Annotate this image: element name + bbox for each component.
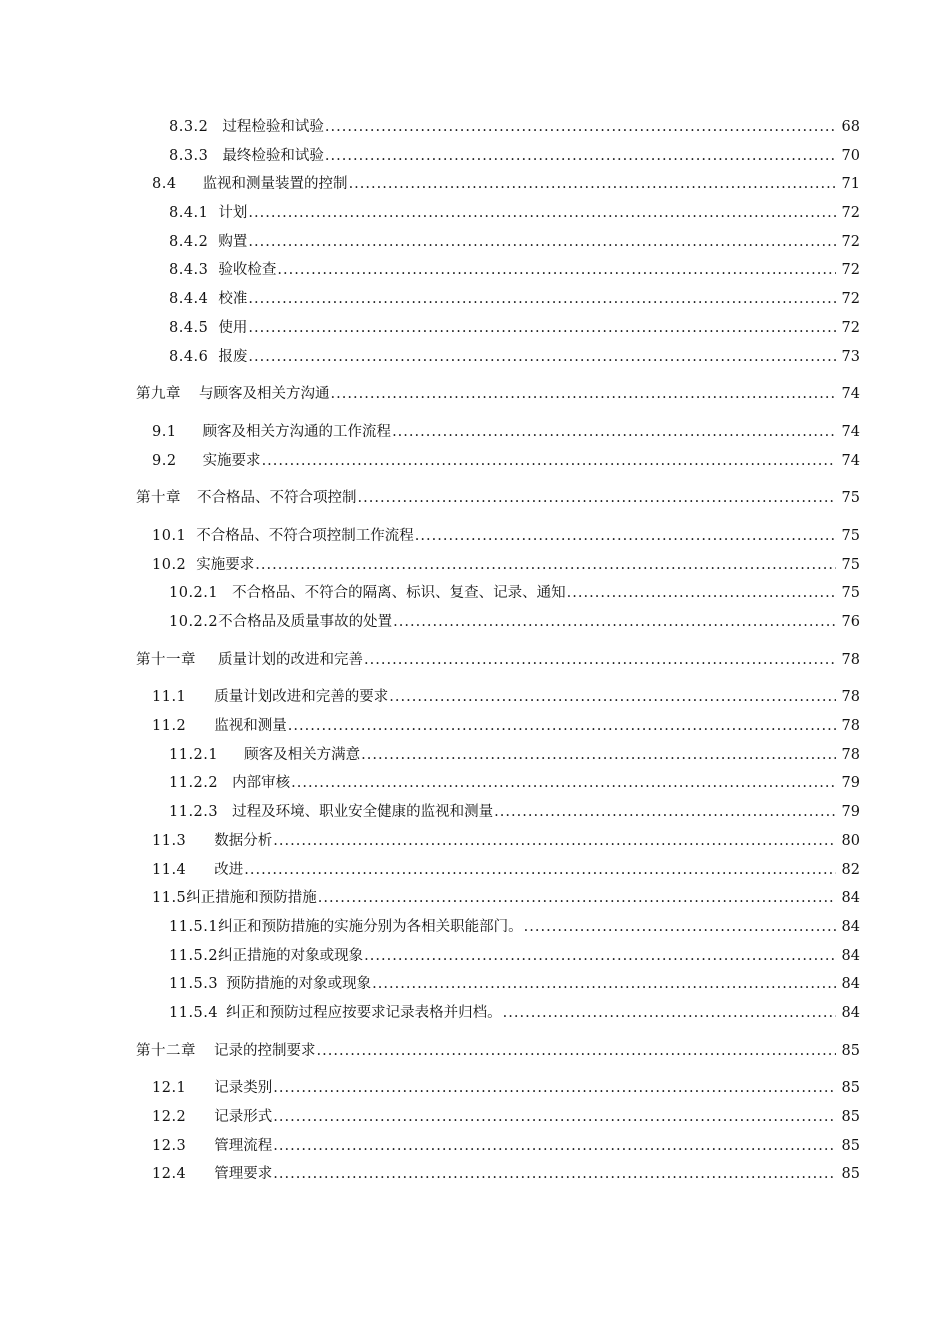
toc-entry[interactable] <box>136 1074 860 1103</box>
dot-leader <box>389 683 836 712</box>
dot-leader <box>244 856 836 885</box>
toc-entry-number: 11.2.3 <box>169 804 219 821</box>
dot-leader <box>255 551 836 580</box>
dot-leader <box>248 285 836 314</box>
dot-leader <box>277 256 836 285</box>
toc-entry[interactable] <box>136 1132 860 1161</box>
toc-entry-page-number: 78 <box>841 651 860 668</box>
toc-entry-page-number: 75 <box>841 585 860 602</box>
toc-entry-number: 11.4 <box>152 861 187 878</box>
toc-entry-title: 监视和测量 <box>214 718 287 735</box>
toc-entry[interactable] <box>136 285 860 314</box>
toc-entry-title: 不合格品、不符合的隔离、标识、复查、记录、通知 <box>232 585 566 602</box>
dot-leader <box>364 942 836 971</box>
toc-entry[interactable] <box>136 228 860 257</box>
dot-leader <box>262 447 836 476</box>
dot-leader <box>317 1037 837 1066</box>
toc-entry-number: 11.1 <box>152 689 187 706</box>
toc-entry-page-number: 75 <box>841 490 860 507</box>
toc-entry-page-number: 70 <box>841 147 860 164</box>
dot-leader <box>494 798 836 827</box>
toc-entry-title: 内部审核 <box>232 775 291 792</box>
toc-entry[interactable] <box>136 343 860 372</box>
toc-entry[interactable] <box>136 827 860 856</box>
toc-entry-number: 第九章 <box>136 386 181 403</box>
dot-leader <box>393 608 836 637</box>
toc-entry-title: 购置 <box>218 233 248 250</box>
toc-entry-number: 8.3.3 <box>169 147 209 164</box>
toc-entry-page-number: 85 <box>841 1042 860 1059</box>
toc-entry-page-number: 74 <box>841 423 860 440</box>
toc-entry-page-number: 72 <box>841 233 860 250</box>
toc-entry-title: 实施要求 <box>202 452 261 469</box>
toc-entry-page-number: 68 <box>841 119 860 135</box>
toc-chapter-entry[interactable] <box>136 484 860 513</box>
dot-leader <box>248 199 836 228</box>
toc-entry-title: 记录类别 <box>214 1080 273 1097</box>
toc-entry-title: 报废 <box>218 348 248 365</box>
toc-entry-title: 改进 <box>214 861 244 878</box>
dot-leader <box>325 113 836 142</box>
toc-entry-page-number: 85 <box>841 1109 860 1125</box>
dot-leader <box>248 228 836 257</box>
toc-entry-title: 管理流程 <box>214 1137 273 1154</box>
toc-entry-number: 8.4 <box>152 176 177 193</box>
toc-entry-number: 10.2 <box>152 556 187 573</box>
toc-entry-number: 8.4.5 <box>169 319 209 336</box>
dot-leader <box>325 142 836 171</box>
toc-entry-number: 8.4.3 <box>169 262 209 279</box>
toc-entry[interactable] <box>136 418 860 447</box>
toc-entry-title: 记录的控制要求 <box>214 1042 316 1059</box>
dot-leader <box>358 484 837 513</box>
toc-chapter-entry[interactable] <box>136 1037 860 1066</box>
dot-leader <box>415 522 836 551</box>
toc-entry-page-number: 72 <box>841 205 860 222</box>
dot-leader <box>349 170 836 199</box>
toc-entry-title: 管理要求 <box>214 1166 273 1183</box>
toc-entry-number: 11.5.2 <box>169 947 219 964</box>
toc-entry-page-number: 76 <box>841 614 860 630</box>
toc-entry[interactable] <box>136 522 860 551</box>
toc-entry-page-number: 75 <box>841 527 860 544</box>
toc-entry-page-number: 74 <box>841 386 860 403</box>
toc-entry-number: 第十章 <box>136 490 181 507</box>
toc-entry[interactable] <box>136 913 860 942</box>
toc-entry-number: 12.1 <box>152 1080 187 1097</box>
toc-entry[interactable] <box>136 256 860 285</box>
toc-entry-number: 11.5 <box>152 890 187 907</box>
toc-entry[interactable] <box>136 999 860 1028</box>
toc-entry-page-number: 73 <box>841 348 860 365</box>
toc-chapter-entry[interactable] <box>136 380 860 409</box>
toc-entry-page-number: 85 <box>841 1080 860 1097</box>
dot-leader <box>288 712 836 741</box>
toc-entry-page-number: 74 <box>841 452 860 469</box>
toc-entry-number: 10.1 <box>152 527 187 544</box>
dot-leader <box>273 1103 836 1132</box>
toc-entry-page-number: 84 <box>841 918 860 935</box>
toc-entry-title: 使用 <box>218 319 248 336</box>
toc-entry[interactable] <box>136 551 860 580</box>
toc-entry[interactable] <box>136 170 860 199</box>
toc-entry-title: 质量计划的改进和完善 <box>218 651 363 668</box>
toc-entry-title: 不合格品及质量事故的处置 <box>218 614 393 630</box>
toc-entry-number: 12.2 <box>152 1109 187 1125</box>
toc-entry-title: 最终检验和试验 <box>222 147 324 164</box>
toc-entry-number: 8.3.2 <box>169 119 209 135</box>
toc-entry-number: 11.5.1 <box>169 918 219 935</box>
toc-entry-number: 8.4.4 <box>169 291 209 308</box>
toc-entry-title: 纠正措施和预防措施 <box>186 890 317 907</box>
toc-entry-page-number: 84 <box>841 976 860 993</box>
toc-entry-number: 11.5.3 <box>169 976 219 993</box>
dot-leader <box>524 913 836 942</box>
toc-entry-title: 实施要求 <box>196 556 255 573</box>
toc-entry[interactable] <box>136 683 860 712</box>
table-of-contents <box>136 113 860 1189</box>
dot-leader <box>361 741 836 770</box>
toc-entry-number: 第十一章 <box>136 651 196 668</box>
dot-leader <box>331 380 837 409</box>
toc-entry-page-number: 84 <box>841 947 860 964</box>
toc-entry-number: 第十二章 <box>136 1042 196 1059</box>
toc-entry-number: 9.1 <box>152 423 177 440</box>
dot-leader <box>364 646 836 675</box>
toc-entry[interactable] <box>136 1160 860 1189</box>
toc-entry[interactable] <box>136 113 860 142</box>
dot-leader <box>503 999 836 1028</box>
toc-entry-title: 校准 <box>218 291 248 308</box>
toc-entry-title: 不合格品、不符合项控制工作流程 <box>196 527 414 544</box>
toc-entry[interactable] <box>136 856 860 885</box>
toc-entry-page-number: 79 <box>841 804 860 821</box>
toc-entry-number: 8.4.6 <box>169 348 209 365</box>
toc-entry-page-number: 84 <box>841 890 860 907</box>
dot-leader <box>318 884 836 913</box>
toc-entry-page-number: 82 <box>841 861 860 878</box>
toc-entry-page-number: 72 <box>841 319 860 336</box>
dot-leader <box>273 1160 836 1189</box>
dot-leader <box>248 343 836 372</box>
dot-leader <box>567 579 836 608</box>
toc-entry-number: 8.4.1 <box>169 205 209 222</box>
toc-entry[interactable] <box>136 314 860 343</box>
dot-leader <box>273 827 836 856</box>
dot-leader <box>291 769 836 798</box>
toc-entry[interactable] <box>136 1103 860 1132</box>
toc-entry-title: 过程检验和试验 <box>222 119 324 135</box>
toc-entry-page-number: 78 <box>841 746 860 763</box>
toc-entry-number: 11.5.4 <box>169 1004 219 1021</box>
toc-entry-page-number: 78 <box>841 689 860 706</box>
toc-entry[interactable] <box>136 942 860 971</box>
dot-leader <box>392 418 836 447</box>
toc-entry-page-number: 72 <box>841 262 860 279</box>
toc-entry-title: 与顾客及相关方沟通 <box>199 386 330 403</box>
toc-entry-page-number: 84 <box>841 1004 860 1021</box>
toc-entry-page-number: 79 <box>841 775 860 792</box>
toc-entry-title: 计划 <box>218 205 248 222</box>
dot-leader <box>372 970 836 999</box>
toc-entry-title: 不合格品、不符合项控制 <box>197 490 357 507</box>
toc-entry-page-number: 78 <box>841 718 860 735</box>
toc-entry-title: 纠正和预防过程应按要求记录表格并归档。 <box>226 1004 502 1021</box>
toc-entry-title: 质量计划改进和完善的要求 <box>214 689 389 706</box>
toc-entry[interactable] <box>136 579 860 608</box>
toc-entry-number: 9.2 <box>152 452 177 469</box>
dot-leader <box>273 1132 836 1161</box>
toc-entry[interactable] <box>136 447 860 476</box>
toc-entry-title: 监视和测量装置的控制 <box>202 176 348 193</box>
toc-entry-number: 11.3 <box>152 832 187 849</box>
toc-entry-number: 11.2.1 <box>169 746 219 763</box>
toc-entry-title: 过程及环境、职业安全健康的监视和测量 <box>232 804 494 821</box>
toc-entry-number: 11.2 <box>152 718 187 735</box>
toc-entry[interactable] <box>136 884 860 913</box>
toc-entry-number: 10.2.2 <box>169 614 219 630</box>
dot-leader <box>248 314 836 343</box>
toc-entry-page-number: 72 <box>841 291 860 308</box>
toc-entry-number: 12.4 <box>152 1166 187 1183</box>
toc-entry-title: 验收检查 <box>218 262 277 279</box>
toc-entry[interactable] <box>136 712 860 741</box>
toc-entry-number: 12.3 <box>152 1137 187 1154</box>
toc-entry[interactable] <box>136 142 860 171</box>
toc-entry[interactable] <box>136 769 860 798</box>
toc-entry-title: 纠正措施的对象或现象 <box>218 947 364 964</box>
toc-entry-title: 顾客及相关方满意 <box>244 746 361 763</box>
toc-entry-title: 数据分析 <box>214 832 273 849</box>
toc-entry-title: 顾客及相关方沟通的工作流程 <box>202 423 392 440</box>
toc-entry-page-number: 80 <box>841 832 860 849</box>
toc-chapter-entry[interactable] <box>136 646 860 675</box>
toc-entry-number: 10.2.1 <box>169 585 219 602</box>
dot-leader <box>273 1074 836 1103</box>
toc-entry-page-number: 85 <box>841 1137 860 1154</box>
toc-entry-page-number: 75 <box>841 556 860 573</box>
toc-entry-number: 11.2.2 <box>169 775 219 792</box>
toc-entry-number: 8.4.2 <box>169 233 209 250</box>
toc-entry[interactable] <box>136 970 860 999</box>
toc-entry-title: 记录形式 <box>214 1109 273 1125</box>
toc-entry[interactable] <box>136 798 860 827</box>
toc-entry-title: 预防措施的对象或现象 <box>226 976 372 993</box>
toc-entry[interactable] <box>136 608 860 637</box>
toc-entry-page-number: 85 <box>841 1166 860 1183</box>
toc-entry[interactable] <box>136 199 860 228</box>
toc-entry-page-number: 71 <box>841 176 860 193</box>
toc-entry[interactable] <box>136 741 860 770</box>
toc-entry-title: 纠正和预防措施的实施分别为各相关职能部门。 <box>218 918 523 935</box>
